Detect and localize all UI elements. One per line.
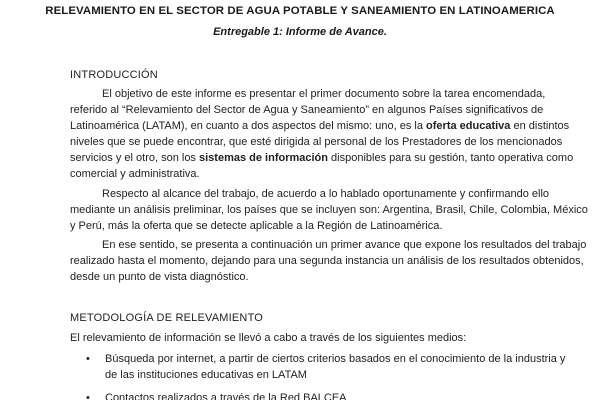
intro-p1-l5a: servicios y el otro, son los (70, 152, 199, 164)
introduccion-paragraph-1 (70, 86, 574, 182)
paragraph-line (70, 118, 570, 134)
metodologia-intro-line: El relevamiento de información se llevó a cabo a través de los siguientes medios: (70, 332, 467, 344)
intro-p3-l3: desde un punto de vista diagnóstico. (70, 271, 249, 283)
introduccion-paragraph-3 (70, 237, 587, 285)
paragraph-line (70, 86, 546, 102)
intro-p2-l2: mediante un análisis preliminar, los países que se incluyen son: Argentina, Brasil, Chile, Colombia, México (70, 204, 588, 216)
intro-p2-l1: Respecto al alcance del trabajo, de acuerdo a lo hablado oportunamente y confirmando ello (102, 188, 550, 200)
bullet-1-l1: Búsqueda por internet, a partir de ciertos criterios basados en el conocimiento de la industria y (105, 353, 566, 365)
intro-p1-l5c: disponibles para su gestión, tanto operativa como (328, 152, 574, 164)
intro-p3-l1: En ese sentido, se presenta a continuación un primer avance que expone los resultados del trabajo (102, 239, 587, 251)
intro-p1-l1: El objetivo de este informe es presentar el primer documento sobre la tarea encomendada, (102, 88, 546, 100)
intro-p2-l3: y Perú, más la oferta que se detecte aplicable a la Región de Latinoamérica. (70, 220, 443, 232)
document-title: RELEVAMIENTO EN EL SECTOR DE AGUA POTABLE Y SANEAMIENTO EN LATINOAMERICA (45, 5, 555, 17)
bullet-text (105, 390, 535, 400)
sistemas-informacion-highlight: sistemas de información (199, 152, 328, 164)
bullet-text (105, 351, 566, 383)
metodologia-intro (70, 330, 530, 346)
intro-p1-l3c: en distintos (510, 120, 570, 132)
document-subtitle: Entregable 1: Informe de Avance. (213, 26, 387, 38)
paragraph-line (70, 237, 587, 253)
bullet-icon: • (86, 392, 90, 400)
paragraph-line (70, 186, 550, 202)
intro-p1-l3a: Latinoamérica (LATAM), en cuanto a dos aspectos del mismo: uno, es la (70, 120, 427, 132)
intro-p1-l2: referido al “Relevamiento del Sector de Agua y Saneamiento” en algunos Países significativos de (70, 104, 544, 116)
introduccion-paragraph-2 (70, 186, 588, 234)
intro-p1-l4: niveles que se puede encontrar, que esté dirigida al personal de los Prestadores de los mencionados (70, 136, 563, 148)
metodologia-heading: METODOLOGÍA DE RELEVAMIENTO (70, 312, 264, 324)
intro-p1-l6: comercial y administrativa. (70, 168, 200, 180)
bullet-2-l1: Contactos realizados a través de la Red BALCEA (105, 392, 347, 400)
oferta-educativa-highlight: oferta educativa (426, 120, 511, 132)
bullet-1-l2: de las instituciones educativas en LATAM (105, 369, 307, 381)
paragraph-line (70, 150, 574, 166)
intro-p3-l2: realizado hasta el momento, dejando para una segunda instancia un análisis de los resultados obtenidos, (70, 255, 584, 267)
bullet-icon: • (86, 353, 90, 365)
introduccion-heading: INTRODUCCIÓN (70, 69, 158, 81)
